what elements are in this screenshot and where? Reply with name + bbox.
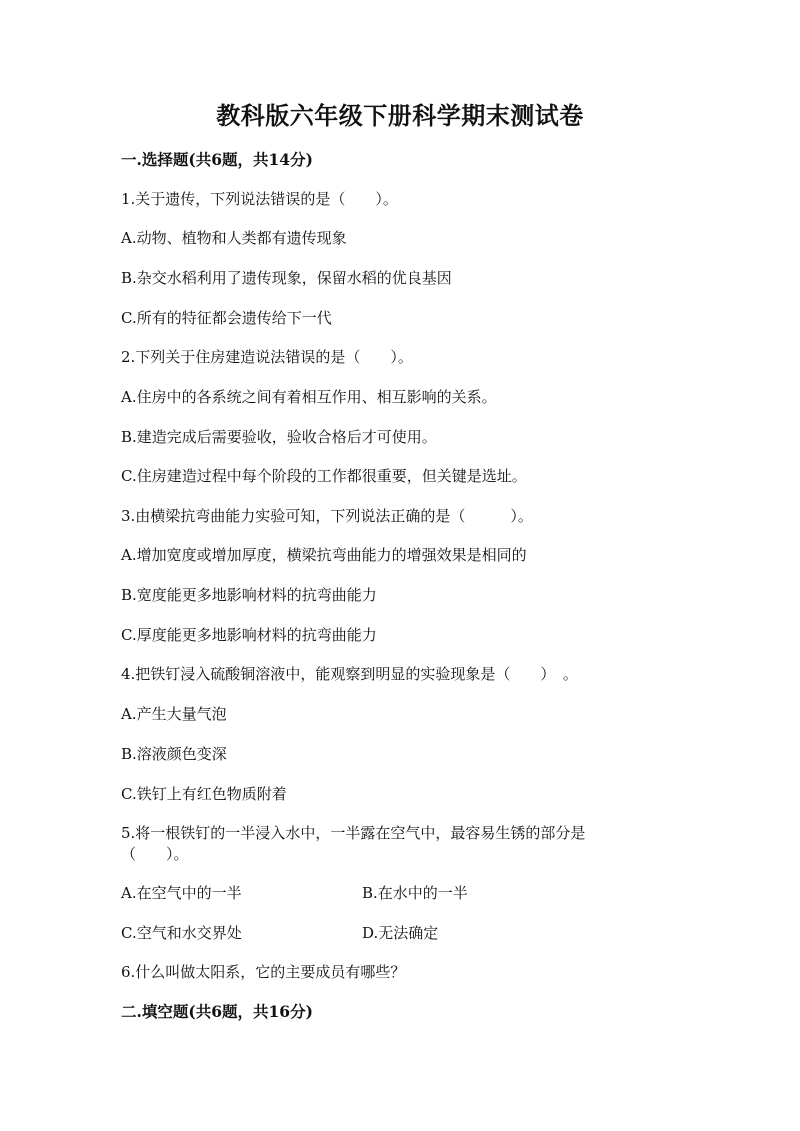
- page-title: 教科版六年级下册科学期末测试卷: [216, 101, 584, 130]
- question-1-option-c: C.所有的特征都会遗传给下一代: [121, 309, 332, 327]
- question-4-option-a: A.产生大量气泡: [121, 705, 227, 723]
- question-5-option-a: A.在空气中的一半: [121, 884, 242, 902]
- question-1-option-b: B.杂交水稻利用了遗传现象，保留水稻的优良基因: [121, 269, 452, 287]
- question-5-option-b: B.在水中的一半: [362, 884, 468, 902]
- question-5-stem-line1: 5.将一根铁钉的一半浸入水中，一半露在空气中，最容易生锈的部分是: [121, 824, 586, 842]
- question-2-option-b: B.建造完成后需要验收，验收合格后才可使用。: [121, 428, 437, 446]
- question-1-option-a: A.动物、植物和人类都有遗传现象: [121, 229, 347, 247]
- question-2-option-a: A.住房中的各系统之间有着相互作用、相互影响的关系。: [121, 388, 497, 406]
- section-heading-choice: 一.选择题(共6题，共14分): [121, 150, 313, 169]
- question-6-stem: 6.什么叫做太阳系，它的主要成员有哪些？: [121, 963, 406, 981]
- question-1-stem: 1.关于遗传，下列说法错误的是（ ）。: [121, 190, 398, 208]
- question-5-option-d: D.无法确定: [362, 924, 439, 942]
- question-3-option-c: C.厚度能更多地影响材料的抗弯曲能力: [121, 626, 377, 644]
- question-4-stem: 4.把铁钉浸入硫酸铜溶液中，能观察到明显的实验现象是（ ） 。: [121, 665, 578, 683]
- question-2-option-c: C.住房建造过程中每个阶段的工作都很重要，但关键是选址。: [121, 467, 527, 485]
- question-5-option-c: C.空气和水交界处: [121, 924, 242, 942]
- section-heading-fill-blank: 二.填空题(共6题，共16分): [121, 1002, 313, 1021]
- question-3-stem: 3.由横梁抗弯曲能力实验可知，下列说法正确的是（ ）。: [121, 507, 533, 525]
- question-2-stem: 2.下列关于住房建造说法错误的是（ ）。: [121, 348, 413, 366]
- question-3-option-b: B.宽度能更多地影响材料的抗弯曲能力: [121, 586, 377, 604]
- question-3-option-a: A.增加宽度或增加厚度，横梁抗弯曲能力的增强效果是相同的: [121, 546, 527, 564]
- question-4-option-b: B.溶液颜色变深: [121, 745, 227, 763]
- question-4-option-c: C.铁钉上有红色物质附着: [121, 785, 287, 803]
- question-5-stem-line2: （ ）。: [121, 845, 189, 863]
